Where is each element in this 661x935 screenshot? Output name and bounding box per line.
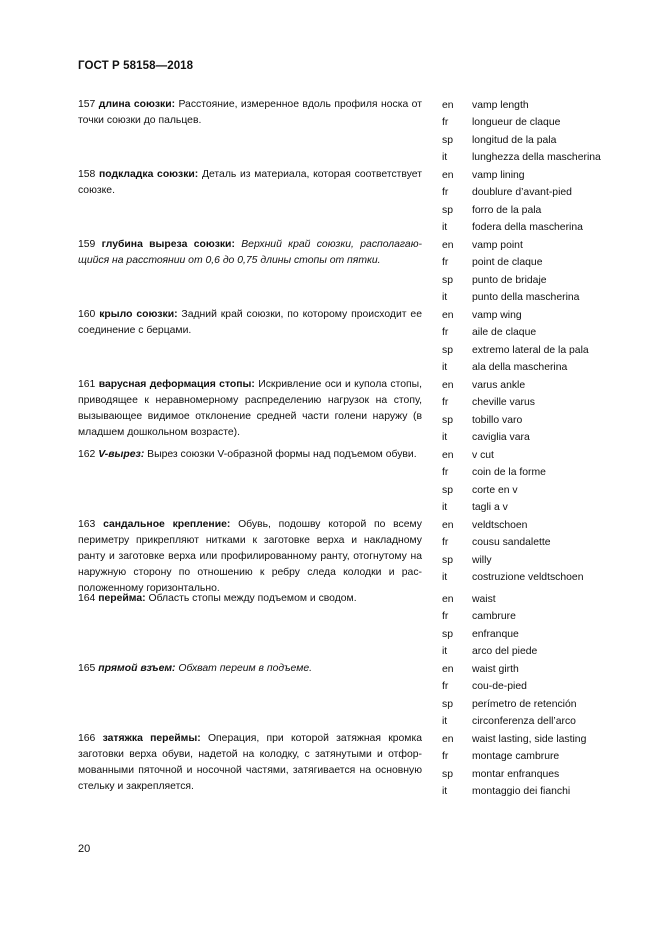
translation-row <box>442 184 661 201</box>
term-definition <box>78 591 422 607</box>
translated-term: vamp wing <box>472 310 522 321</box>
translation-row <box>442 678 661 695</box>
translated-term: caviglia vara <box>472 432 530 444</box>
term-text: Деталь из материала, которая соответствует союзке. <box>78 169 422 196</box>
term-text: Обхват переим в подъеме. <box>175 663 312 674</box>
translated-term: vamp point <box>472 240 523 251</box>
term-number: 162 <box>78 449 99 460</box>
translation-row <box>442 429 661 446</box>
translation-row <box>442 307 661 324</box>
language-code: sp <box>442 204 453 216</box>
language-code: sp <box>442 344 453 356</box>
language-code: en <box>442 594 454 605</box>
translation-row <box>442 783 661 800</box>
language-code: en <box>442 240 454 251</box>
language-code: sp <box>442 274 453 286</box>
translation-row <box>442 626 661 643</box>
term-number: 163 <box>78 519 104 530</box>
term-text: Искривление оси и купола стопы, приводящее к неравномерному распределению нагрузок на стопу, вызывающее видимое отклонение средней части голени наружу (в младшем дошкольном возрасте). <box>78 379 422 438</box>
language-code: fr <box>442 467 449 479</box>
translated-term: v cut <box>472 450 494 461</box>
language-code: it <box>442 572 448 584</box>
language-code: fr <box>442 327 449 339</box>
term-number: 158 <box>78 169 100 180</box>
translated-term: punto della mascherina <box>472 292 580 304</box>
translation-row <box>442 534 661 551</box>
translated-term: perímetro de retención <box>472 698 577 710</box>
translation-row <box>442 254 661 271</box>
language-code: sp <box>442 698 453 710</box>
translation-row <box>442 359 661 376</box>
translation-row <box>442 661 661 678</box>
term-title: прямой взъем: <box>98 663 176 674</box>
term-title: глубина выреза союзки: <box>101 239 235 250</box>
translation-row <box>442 713 661 730</box>
translation-row <box>442 377 661 394</box>
translated-term: ala della mascherina <box>472 362 568 374</box>
term-definition <box>78 307 422 339</box>
translated-term: cheville varus <box>472 397 535 409</box>
term-text: Вырез союзки V-образной формы над подъемом обуви. <box>144 449 417 460</box>
term-number: 164 <box>78 593 99 604</box>
translated-term: cousu sandalette <box>472 537 551 549</box>
language-code: it <box>442 786 448 798</box>
translation-row <box>442 499 661 516</box>
translated-term: point de claque <box>472 257 543 269</box>
translated-term: enfranque <box>472 628 519 640</box>
translation-row <box>442 517 661 534</box>
translation-row <box>442 114 661 131</box>
term-text: Задний край союзки, по которому происходит ее соединение с берцами. <box>78 309 422 336</box>
language-code: fr <box>442 681 449 693</box>
translations <box>442 731 661 801</box>
translation-row <box>442 202 661 219</box>
translated-term: cambrure <box>472 611 516 623</box>
document-header: ГОСТ Р 58158—2018 <box>78 60 194 72</box>
translation-row <box>442 731 661 748</box>
term-title: варусная деформация стопы: <box>98 379 255 390</box>
translated-term: tobillo varo <box>472 414 523 426</box>
term-title: длина союзки: <box>98 99 176 110</box>
translated-term: lunghezza della mascherina <box>472 152 601 164</box>
translated-term: vamp lining <box>472 170 525 181</box>
term-number: 157 <box>78 99 99 110</box>
translated-term: fodera della mascherina <box>472 222 583 234</box>
term-definition <box>78 517 422 597</box>
translation-row <box>442 324 661 341</box>
term-text: Операция, при которой затяжная кромка заготовки верха обуви, надетой на колодку, с затянутыми и отформованными пяточной и носочной частями, затягивается на основную стельку и закрепляется. <box>78 733 422 792</box>
term-definition <box>78 377 422 441</box>
language-code: fr <box>442 751 449 763</box>
translation-row <box>442 219 661 236</box>
translation-row <box>442 97 661 114</box>
translation-row <box>442 412 661 429</box>
term-title: подкладка союзки: <box>99 169 199 180</box>
term-title: сандальное крепление: <box>103 519 231 530</box>
language-code: fr <box>442 397 449 409</box>
translated-term: willy <box>472 554 492 566</box>
term-definition <box>78 97 422 129</box>
translation-row <box>442 748 661 765</box>
language-code: en <box>442 664 454 675</box>
translation-row <box>442 608 661 625</box>
language-code: fr <box>442 611 449 623</box>
language-code: it <box>442 646 448 658</box>
term-title: V-вырез: <box>98 449 145 460</box>
language-code: it <box>442 716 448 728</box>
language-code: en <box>442 734 454 745</box>
translations <box>442 167 661 237</box>
term-text: Расстояние, измеренное вдоль профиля носка от точки союзки до пальцев. <box>78 99 422 126</box>
translated-term: waist <box>472 594 496 605</box>
translated-term: varus ankle <box>472 380 526 391</box>
translation-row <box>442 464 661 481</box>
translations <box>442 517 661 587</box>
language-code: fr <box>442 187 449 199</box>
translation-row <box>442 132 661 149</box>
translation-row <box>442 482 661 499</box>
language-code: en <box>442 100 454 111</box>
term-definition <box>78 731 422 795</box>
language-code: sp <box>442 628 453 640</box>
translated-term: tagli a v <box>472 502 508 514</box>
term-title: затяжка переймы: <box>102 733 201 744</box>
language-code: sp <box>442 484 453 496</box>
translated-term: doublure d’avant-pied <box>472 187 572 199</box>
translated-term: vamp length <box>472 100 529 111</box>
translation-row <box>442 342 661 359</box>
translations <box>442 661 661 731</box>
term-text: Верхний край союзки, располагающийся на расстоянии от 0,6 до 0,75 длины стопы от пятки. <box>78 239 422 266</box>
term-definition <box>78 661 422 677</box>
language-code: en <box>442 170 454 181</box>
translation-row <box>442 643 661 660</box>
translated-term: coin de la forme <box>472 467 546 479</box>
language-code: en <box>442 450 454 461</box>
language-code: it <box>442 222 448 234</box>
translated-term: costruzione veldtschoen <box>472 572 584 584</box>
language-code: en <box>442 380 454 391</box>
translated-term: montar enfranques <box>472 768 560 780</box>
term-title: крыло союзки: <box>99 309 178 320</box>
translation-row <box>442 167 661 184</box>
translations <box>442 447 661 517</box>
translation-row <box>442 289 661 306</box>
translated-term: punto de bridaje <box>472 274 547 286</box>
translation-row <box>442 696 661 713</box>
term-number: 159 <box>78 239 102 250</box>
translated-term: longueur de claque <box>472 117 561 129</box>
term-definition <box>78 447 422 463</box>
term-number: 166 <box>78 733 103 744</box>
language-code: it <box>442 152 448 164</box>
language-code: it <box>442 292 448 304</box>
translations <box>442 307 661 377</box>
translated-term: montaggio dei fianchi <box>472 786 571 798</box>
language-code: sp <box>442 768 453 780</box>
language-code: it <box>442 362 448 374</box>
translation-row <box>442 394 661 411</box>
language-code: sp <box>442 414 453 426</box>
term-definition <box>78 237 422 269</box>
language-code: sp <box>442 554 453 566</box>
translated-term: arco del piede <box>472 646 538 658</box>
term-definition <box>78 167 422 199</box>
translated-term: montage cambrure <box>472 751 560 763</box>
term-number: 161 <box>78 379 99 390</box>
language-code: fr <box>442 537 449 549</box>
term-text: Обувь, подошву которой по всему периметру прикрепляют нитками к заготовке верха и накладному ранту и заготовке верха или профилированному ранту, отогнутому на наружную сторону по отношению к ребру следа колодки и расположенному горизонтально. <box>78 519 422 594</box>
language-code: it <box>442 502 448 514</box>
translated-term: forro de la pala <box>472 204 542 216</box>
translations <box>442 97 661 167</box>
language-code: en <box>442 520 454 531</box>
language-code: fr <box>442 117 449 129</box>
translation-row <box>442 766 661 783</box>
translation-row <box>442 272 661 289</box>
term-text: Область стопы между подъемом и сводом. <box>145 593 357 604</box>
translated-term: longitud de la pala <box>472 134 557 146</box>
translated-term: circonferenza dell’arco <box>472 716 576 728</box>
translations <box>442 591 661 661</box>
language-code: en <box>442 310 454 321</box>
translated-term: cou-de-pied <box>472 681 527 693</box>
term-number: 165 <box>78 663 99 674</box>
translation-row <box>442 591 661 608</box>
language-code: sp <box>442 134 453 146</box>
translations <box>442 377 661 447</box>
translated-term: extremo lateral de la pala <box>472 344 589 356</box>
translated-term: aile de claque <box>472 327 537 339</box>
translation-row <box>442 569 661 586</box>
translations <box>442 237 661 307</box>
translation-row <box>442 149 661 166</box>
translated-term: corte en v <box>472 484 518 496</box>
translation-row <box>442 552 661 569</box>
translation-row <box>442 237 661 254</box>
translated-term: waist girth <box>472 664 519 675</box>
term-title: перейма: <box>98 593 146 604</box>
translated-term: veldtschoen <box>472 520 528 531</box>
language-code: it <box>442 432 448 444</box>
translated-term: waist lasting, side lasting <box>472 734 587 745</box>
term-number: 160 <box>78 309 100 320</box>
language-code: fr <box>442 257 449 269</box>
translation-row <box>442 447 661 464</box>
page-number: 20 <box>78 843 91 855</box>
